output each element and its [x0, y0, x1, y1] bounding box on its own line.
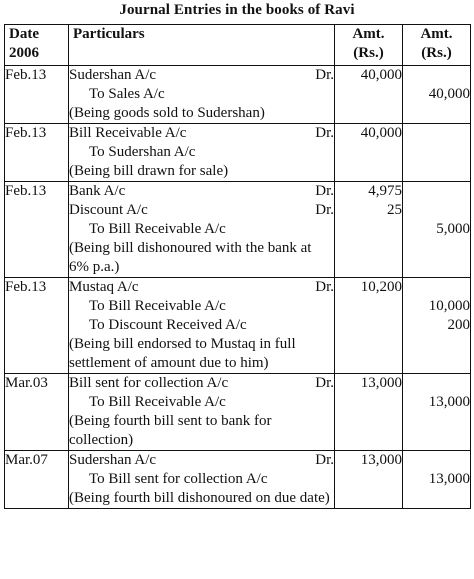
particulars-line [69, 220, 334, 239]
account-name: To Sudershan A/c [89, 144, 196, 160]
credit-amount: 40,000 [428, 86, 470, 102]
account-name: To Discount Received A/c [89, 317, 247, 333]
account-name: Bill Receivable A/c [69, 125, 187, 141]
journal-entry-row [5, 374, 471, 451]
account-name: Discount A/c [69, 202, 148, 218]
journal-entry-row [5, 182, 471, 278]
header-credit [403, 25, 471, 66]
entry-date: Feb.13 [5, 124, 69, 182]
entry-credit-amounts [403, 278, 471, 374]
credit-amount: 10,000 [428, 298, 470, 314]
account-name: Sudershan A/c [69, 67, 157, 83]
particulars-line [69, 374, 334, 393]
particulars-line [69, 393, 334, 412]
header-debit-line1: Amt. [352, 26, 385, 42]
header-particulars-label: Particulars [73, 26, 145, 42]
account-name: To Bill Receivable A/c [89, 221, 226, 237]
account-name: Sudershan A/c [69, 452, 157, 468]
debit-amount: 25 [387, 202, 402, 218]
particulars-line [69, 278, 334, 297]
particulars-line [69, 470, 334, 489]
debit-amount: 40,000 [360, 125, 402, 141]
debit-amount [335, 297, 402, 316]
credit-amount [403, 201, 470, 220]
debit-marker: Dr. [315, 67, 334, 83]
account-name: Bill sent for collection A/c [69, 375, 229, 391]
journal-entry-row [5, 66, 471, 124]
entry-date: Feb.13 [5, 66, 69, 124]
entry-particulars [69, 66, 335, 124]
particulars-line [69, 451, 334, 470]
debit-amount: 13,000 [360, 452, 402, 468]
entry-narration: (Being bill endorsed to Mustaq in full settlement of amount due to him) [69, 336, 296, 371]
debit-marker: Dr. [315, 183, 334, 199]
entry-particulars [69, 451, 335, 509]
debit-amount [335, 470, 402, 489]
credit-amount [403, 374, 470, 393]
credit-amount: 13,000 [428, 471, 470, 487]
debit-amount: 10,200 [360, 279, 402, 295]
entry-credit-amounts [403, 66, 471, 124]
journal-entry-row [5, 278, 471, 374]
entry-debit-amounts [335, 66, 403, 124]
entry-particulars [69, 374, 335, 451]
credit-amount [403, 143, 470, 162]
credit-amount: 200 [447, 317, 470, 333]
particulars-line [69, 201, 334, 220]
debit-marker: Dr. [315, 279, 334, 295]
header-particulars [69, 25, 335, 66]
debit-marker: Dr. [315, 452, 334, 468]
account-name: To Bill sent for collection A/c [89, 471, 268, 487]
debit-amount [335, 143, 402, 162]
header-credit-line2: (Rs.) [421, 45, 452, 61]
table-header-row [5, 25, 471, 66]
header-credit-line1: Amt. [420, 26, 453, 42]
debit-marker: Dr. [315, 375, 334, 391]
page-title: Journal Entries in the books of Ravi [119, 2, 355, 18]
header-debit [335, 25, 403, 66]
entry-debit-amounts [335, 278, 403, 374]
particulars-line [69, 124, 334, 143]
account-name: Bank A/c [69, 183, 126, 199]
particulars-line [69, 85, 334, 104]
account-name: To Bill Receivable A/c [89, 394, 226, 410]
particulars-line [69, 297, 334, 316]
entry-date: Mar.03 [5, 374, 69, 451]
entry-date: Mar.07 [5, 451, 69, 509]
credit-amount: 13,000 [428, 394, 470, 410]
credit-amount [403, 451, 470, 470]
entry-date: Feb.13 [5, 182, 69, 278]
debit-amount [335, 316, 402, 335]
particulars-line [69, 316, 334, 335]
account-name: To Sales A/c [89, 86, 165, 102]
particulars-line [69, 182, 334, 201]
entry-credit-amounts [403, 182, 471, 278]
entry-debit-amounts [335, 124, 403, 182]
debit-marker: Dr. [315, 125, 334, 141]
header-date [5, 25, 69, 66]
particulars-line [69, 143, 334, 162]
debit-marker: Dr. [315, 202, 334, 218]
entry-credit-amounts [403, 374, 471, 451]
entry-narration: (Being bill drawn for sale) [69, 163, 229, 179]
particulars-line [69, 66, 334, 85]
header-debit-line2: (Rs.) [353, 45, 384, 61]
credit-amount [403, 124, 470, 143]
entry-credit-amounts [403, 124, 471, 182]
debit-amount: 4,975 [368, 183, 402, 199]
entry-particulars [69, 278, 335, 374]
entry-narration: (Being goods sold to Sudershan) [69, 105, 265, 121]
account-name: To Bill Receivable A/c [89, 298, 226, 314]
debit-amount [335, 85, 402, 104]
debit-amount: 13,000 [360, 375, 402, 391]
debit-amount: 40,000 [360, 67, 402, 83]
journal-body [5, 66, 471, 509]
header-date-line2: 2006 [9, 45, 39, 61]
credit-amount [403, 182, 470, 201]
journal-entry-row [5, 124, 471, 182]
entry-narration: (Being bill dishonoured with the bank at 6% p.a.) [69, 240, 312, 275]
entry-narration: (Being fourth bill sent to bank for collection) [69, 413, 272, 448]
credit-amount [403, 278, 470, 297]
debit-amount [335, 220, 402, 239]
debit-amount [335, 393, 402, 412]
entry-particulars [69, 124, 335, 182]
header-date-line1: Date [9, 26, 39, 42]
entry-particulars [69, 182, 335, 278]
entry-debit-amounts [335, 374, 403, 451]
credit-amount [403, 66, 470, 85]
entry-credit-amounts [403, 451, 471, 509]
account-name: Mustaq A/c [69, 279, 139, 295]
journal-entry-row [5, 451, 471, 509]
journal-table [4, 24, 471, 509]
entry-debit-amounts [335, 451, 403, 509]
credit-amount: 5,000 [436, 221, 470, 237]
entry-date: Feb.13 [5, 278, 69, 374]
entry-narration: (Being fourth bill dishonoured on due date) [69, 490, 330, 506]
entry-debit-amounts [335, 182, 403, 278]
